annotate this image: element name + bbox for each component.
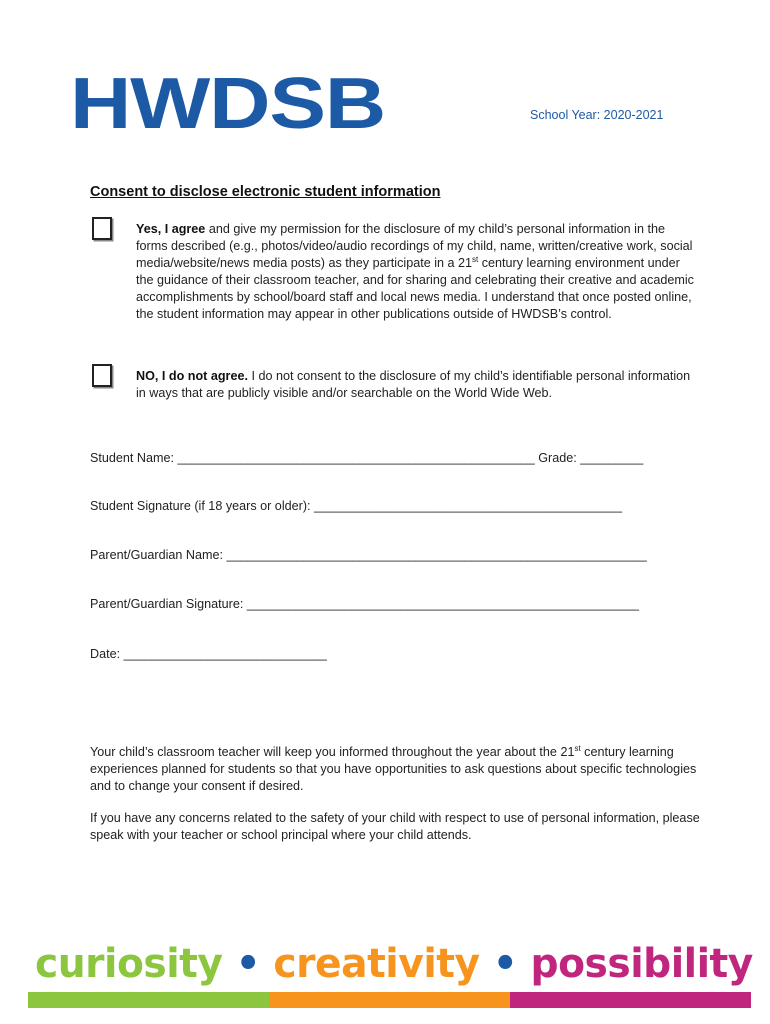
disagree-text: NO, I do not agree. I do not consent to the disclosure of my child’s identifiable personal information in ways that are publicly visible and/or searchable on the World Wide Web. <box>136 369 691 400</box>
student-signature-field[interactable]: Student Signature (if 18 years or older): ____________________________________________ <box>90 499 623 513</box>
tagline-separator: • <box>235 941 261 987</box>
date-field[interactable]: Date: _____________________________ <box>90 647 327 661</box>
footer-bar-green <box>28 992 269 1008</box>
disagree-checkbox[interactable] <box>92 364 112 387</box>
tagline-creativity: creativity <box>273 941 480 987</box>
school-year: School Year: 2020-2021 <box>530 108 664 122</box>
tagline-separator: • <box>492 941 518 987</box>
note-teacher-info: Your child’s classroom teacher will keep you informed throughout the year about the 21st century learning experiences planned for students so that you have opportunities to ask questions about specific technologies and to change your consent if desired. <box>90 743 697 793</box>
consent-heading: Consent to disclose electronic student information <box>90 184 441 200</box>
parent-name-field[interactable]: Parent/Guardian Name: ____________________________________________________________ <box>90 548 647 562</box>
student-name-field[interactable]: Student Name: ___________________________________________________ Grade: _________ <box>90 451 644 465</box>
agree-text: Yes, I agree and give my permission for the disclosure of my child’s personal information in the forms described (e.g., photos/video/audio recordings of my child, name, written/creative work, social media/website/news media posts) as they participate in a 21st century learning environment under the guidance of their classroom teacher, and for sharing and celebrating their creative and academic accomplishments by school/board staff and local news media. I understand that once posted online, the student information may appear in other publications outside of HWDSB’s control. <box>136 222 694 321</box>
agree-checkbox[interactable] <box>92 217 112 240</box>
note-concerns: If you have any concerns related to the safety of your child with respect to use of personal information, please speak with your teacher or school principal where your child attends. <box>90 811 700 842</box>
tagline-possibility: possibility <box>530 941 753 987</box>
footer-bar-magenta <box>510 992 751 1008</box>
tagline-curiosity: curiosity <box>35 941 223 987</box>
disagree-lead: NO, I do not agree. <box>136 369 248 383</box>
parent-signature-field[interactable]: Parent/Guardian Signature: ________________________________________________________ <box>90 597 640 611</box>
footer-tagline <box>35 941 753 987</box>
footer-bar-orange <box>269 992 510 1008</box>
agree-lead: Yes, I agree <box>136 222 206 236</box>
hwdsb-logo: HWDSB <box>70 64 386 144</box>
